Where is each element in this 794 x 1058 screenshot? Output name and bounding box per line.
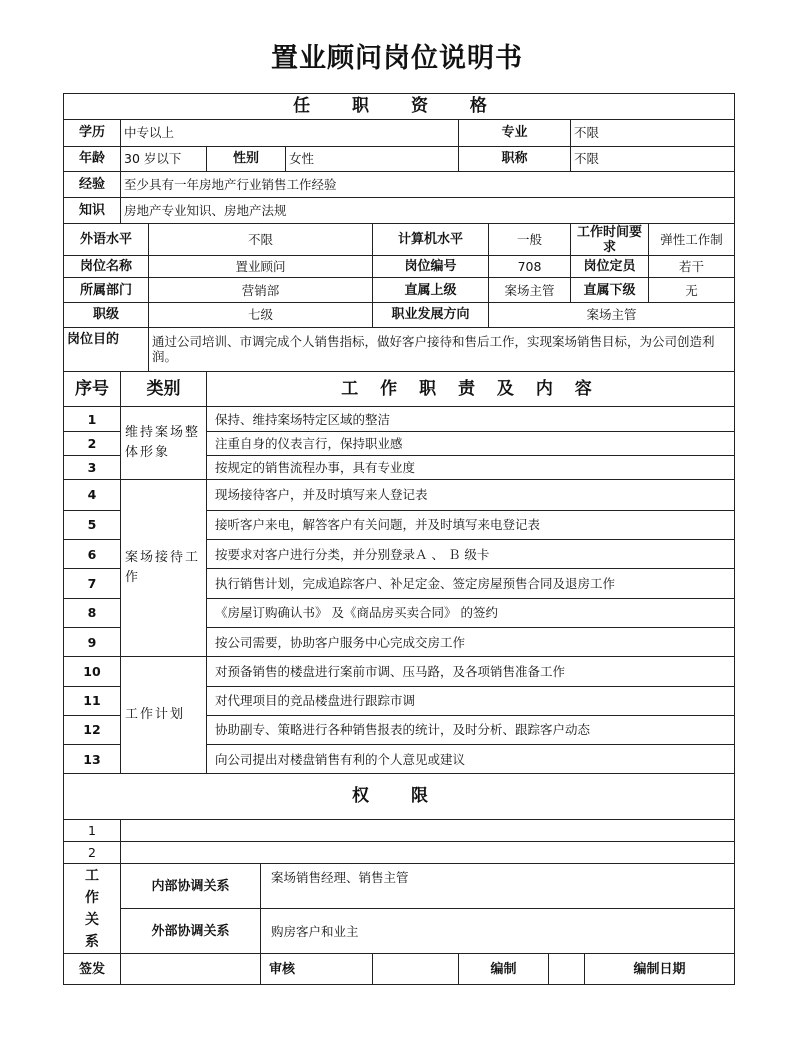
authority-row-content xyxy=(121,842,735,864)
external-relations-value: 购房客户和业主 xyxy=(261,909,735,954)
computer-label: 计算机水平 xyxy=(373,224,489,255)
duty-text: 按要求对客户进行分类，并分别登录Ａ 、 Ｂ 级卡 xyxy=(207,539,735,568)
career-value: 案场主管 xyxy=(489,303,735,327)
review-value xyxy=(373,954,459,985)
career-label: 职业发展方向 xyxy=(373,303,489,327)
language-value: 不限 xyxy=(149,224,373,255)
subordinate-value: 无 xyxy=(649,277,735,302)
duty-text: 按公司需要，协助客户服务中心完成交房工作 xyxy=(207,627,735,656)
duty-text: 向公司提出对楼盘销售有利的个人意见或建议 xyxy=(207,745,735,774)
age-value: 30 岁以下 xyxy=(121,146,207,171)
language-label: 外语水平 xyxy=(64,224,149,255)
duty-no: 12 xyxy=(64,715,121,744)
position-name-value: 置业顾问 xyxy=(149,255,373,277)
duty-category: 工作计划 xyxy=(121,657,207,774)
authority-row-no: 2 xyxy=(64,842,121,864)
duty-text: 执行销售计划，完成追踪客户、补足定金、签定房屋预售合同及退房工作 xyxy=(207,569,735,598)
duty-no: 6 xyxy=(64,539,121,568)
major-label: 专业 xyxy=(459,120,571,146)
edit-label: 编制 xyxy=(459,954,549,985)
duty-no: 8 xyxy=(64,598,121,627)
duty-no: 5 xyxy=(64,510,121,539)
headcount-value: 若干 xyxy=(649,255,735,277)
duty-text: 接听客户来电，解答客户有关问题，并及时填写来电登记表 xyxy=(207,510,735,539)
duty-text: 按规定的销售流程办事，具有专业度 xyxy=(207,455,735,479)
duty-text: 保持、维持案场特定区域的整洁 xyxy=(207,407,735,431)
duty-text: 协助副专、策略进行各种销售报表的统计，及时分析、跟踪客户动态 xyxy=(207,715,735,744)
authority-header: 权 限 xyxy=(64,774,735,820)
duty-no: 11 xyxy=(64,686,121,715)
purpose-label: 岗位目的 xyxy=(64,327,149,371)
level-value: 七级 xyxy=(149,303,373,327)
qualifications-header: 任 职 资 格 xyxy=(64,94,735,120)
relations-label xyxy=(64,864,121,954)
subordinate-label: 直属下级 xyxy=(571,277,649,302)
duty-text: 现场接待客户，并及时填写来人登记表 xyxy=(207,480,735,510)
edit-date-label: 编制日期 xyxy=(585,954,735,985)
purpose-value: 通过公司培训、市调完成个人销售指标，做好客户接待和售后工作，实现案场销售目标，为公司创造利润。 xyxy=(149,327,735,371)
superior-label: 直属上级 xyxy=(373,277,489,302)
position-name-label: 岗位名称 xyxy=(64,255,149,277)
duty-text: 《房屋订购确认书》 及《商品房买卖合同》 的签约 xyxy=(207,598,735,627)
education-label: 学历 xyxy=(64,120,121,146)
duties-header: 工 作 职 责 及 内 容 xyxy=(207,372,735,407)
duty-text: 注重自身的仪表言行，保持职业感 xyxy=(207,431,735,455)
experience-value: 至少具有一年房地产行业销售工作经验 xyxy=(121,171,735,197)
level-label: 职级 xyxy=(64,303,149,327)
knowledge-label: 知识 xyxy=(64,198,121,224)
dept-label: 所属部门 xyxy=(64,277,149,302)
title-value: 不限 xyxy=(571,146,735,171)
category-header: 类别 xyxy=(121,372,207,407)
authority-row-content xyxy=(121,819,735,841)
duty-no: 10 xyxy=(64,657,121,686)
relations-label-text: 工作关系 xyxy=(85,867,99,950)
page-title: 置业顾问岗位说明书 xyxy=(271,43,523,74)
duty-category: 案场接待工作 xyxy=(121,480,207,657)
edit-value xyxy=(549,954,585,985)
headcount-label: 岗位定员 xyxy=(571,255,649,277)
gender-label: 性别 xyxy=(207,146,286,171)
duty-no: 3 xyxy=(64,455,121,479)
no-header: 序号 xyxy=(64,372,121,407)
computer-value: 一般 xyxy=(489,224,571,255)
duty-no: 2 xyxy=(64,431,121,455)
internal-relations-label: 内部协调关系 xyxy=(121,864,261,909)
job-description-table xyxy=(63,93,735,985)
age-label: 年龄 xyxy=(64,146,121,171)
external-relations-label: 外部协调关系 xyxy=(121,909,261,954)
review-label: 审核 xyxy=(261,954,373,985)
knowledge-value: 房地产专业知识、房地产法规 xyxy=(121,198,735,224)
sign-value xyxy=(121,954,261,985)
duty-no: 4 xyxy=(64,480,121,510)
duty-no: 7 xyxy=(64,569,121,598)
duty-text: 对预备销售的楼盘进行案前市调、压马路，及各项销售准备工作 xyxy=(207,657,735,686)
gender-value: 女性 xyxy=(286,146,459,171)
experience-label: 经验 xyxy=(64,171,121,197)
duty-no: 1 xyxy=(64,407,121,431)
major-value: 不限 xyxy=(571,120,735,146)
duty-no: 13 xyxy=(64,745,121,774)
superior-value: 案场主管 xyxy=(489,277,571,302)
position-no-value: 708 xyxy=(489,255,571,277)
education-value: 中专以上 xyxy=(121,120,459,146)
duty-text: 对代理项目的竞品楼盘进行跟踪市调 xyxy=(207,686,735,715)
duty-category: 维持案场整体形象 xyxy=(121,407,207,480)
title-label: 职称 xyxy=(459,146,571,171)
sign-label: 签发 xyxy=(64,954,121,985)
duty-no: 9 xyxy=(64,627,121,656)
authority-row-no: 1 xyxy=(64,819,121,841)
position-no-label: 岗位编号 xyxy=(373,255,489,277)
worktime-label: 工作时间要求 xyxy=(571,224,649,255)
worktime-value: 弹性工作制 xyxy=(649,224,735,255)
dept-value: 营销部 xyxy=(149,277,373,302)
internal-relations-value: 案场销售经理、销售主管 xyxy=(261,864,735,909)
